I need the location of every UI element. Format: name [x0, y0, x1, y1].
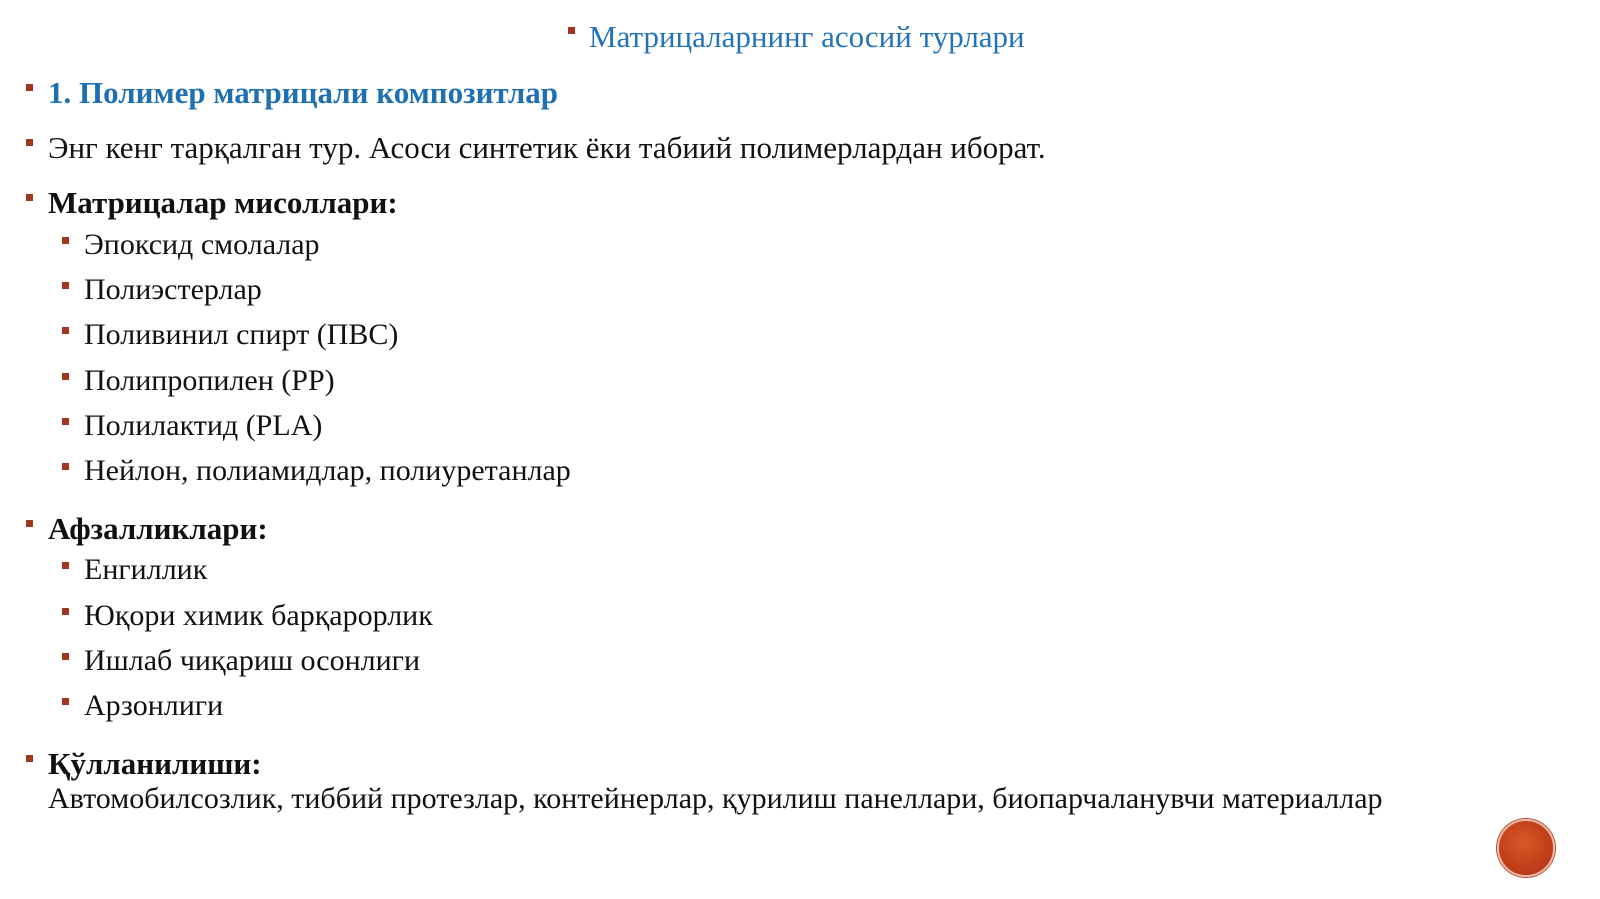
- title-bullet: [568, 27, 575, 34]
- examples-heading: Матрицалар мисоллари:: [48, 185, 398, 220]
- examples-item-bullet: [62, 418, 69, 425]
- intro-text: Энг кенг тарқалган тур. Асоси синтетик ёки табиий полимерлардан иборат.: [48, 130, 1046, 165]
- section-heading: 1. Полимер матрицали композитлар: [48, 75, 559, 110]
- advantages-item-bullet: [62, 608, 69, 615]
- examples-heading-bullet: [26, 194, 33, 201]
- circle-nav-icon[interactable]: [1497, 819, 1555, 877]
- examples-item: Полилактид (PLA): [84, 409, 323, 442]
- advantages-item-bullet: [62, 562, 69, 569]
- slide-title: Матрицаларнинг асосий турлари: [589, 19, 1025, 54]
- advantages-heading-bullet: [26, 520, 33, 527]
- examples-item: Эпоксид смолалар: [84, 228, 320, 261]
- application-text: Автомобилсозлик, тиббий протезлар, контейнерлар, қурилиш панеллари, биопарчаланувчи материаллар: [48, 782, 1383, 815]
- advantages-item: Арзонлиги: [84, 689, 224, 722]
- advantages-item: Ишлаб чиқариш осонлиги: [84, 644, 421, 677]
- advantages-item: Енгиллик: [84, 553, 208, 586]
- examples-item: Полиэстерлар: [84, 273, 262, 306]
- examples-item-bullet: [62, 373, 69, 380]
- examples-item: Полипропилен (PP): [84, 364, 335, 397]
- examples-item-bullet: [62, 237, 69, 244]
- advantages-item-bullet: [62, 698, 69, 705]
- examples-item-bullet: [62, 327, 69, 334]
- advantages-item-bullet: [62, 653, 69, 660]
- examples-item: Нейлон, полиамидлар, полиуретанлар: [84, 454, 571, 487]
- advantages-heading: Афзалликлари:: [48, 511, 268, 546]
- examples-item-bullet: [62, 463, 69, 470]
- examples-item: Поливинил спирт (ПВС): [84, 318, 399, 351]
- section-heading-bullet: [26, 84, 33, 91]
- application-heading: Қўлланилиши:: [48, 746, 262, 781]
- intro-bullet: [26, 139, 33, 146]
- application-heading-bullet: [26, 755, 33, 762]
- advantages-item: Юқори химик барқарорлик: [84, 599, 433, 632]
- examples-item-bullet: [62, 282, 69, 289]
